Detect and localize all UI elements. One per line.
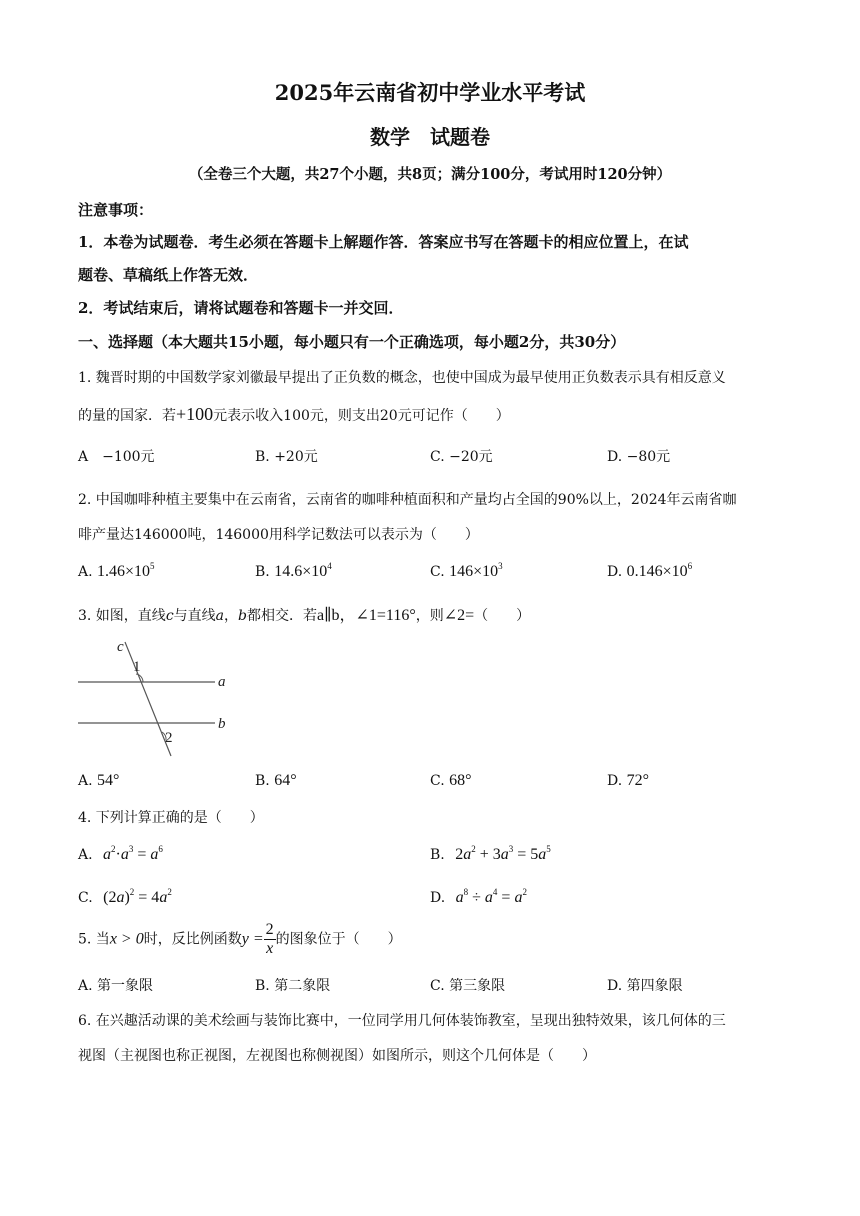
q2-a-base: 1.46×10 [97,563,151,580]
q2-b-label: B. [255,564,270,580]
q4-option-d[interactable] [430,889,527,907]
q2-option-d[interactable] [607,563,692,581]
q1-stem-line-2 [78,404,510,425]
exam-title: 2025年云南省初中学业水平考试 [274,80,586,105]
q3-text-comma: ， [224,608,239,624]
label-2: 2 [165,730,173,746]
q4-option-b[interactable] [430,846,551,864]
q3-ask: ∠2= [443,607,475,624]
q4-c-expr: $(2a)^2 = 4a^2$ [103,887,172,906]
q5-fraction [264,921,276,958]
q2-c-label: C. [430,564,445,580]
q2-c-base: 146×10 [449,563,499,580]
exam-subtitle: 数学 试题卷 [370,125,490,149]
q3-b-label: B. [255,773,270,789]
q4-option-c[interactable] [78,889,172,907]
notes-item-1-line-1: 1．本卷为试题卷．考生必须在答题卡上解题作答．答案应书写在答题卡的相应位置上，在试 [78,233,689,251]
q5-option-b[interactable]: B. 第二象限 [255,978,331,994]
q2-a-label: A. [78,564,93,580]
q3-text-b: 与直线 [173,608,216,624]
q3-var-a: a [215,608,225,624]
label-1: 1 [133,659,141,675]
q3-condition: a∥b，∠1=116° [316,607,416,624]
q5-numerator: 2 [265,921,274,938]
q3-a-value: 54° [97,772,120,789]
q1-option-d[interactable]: D. −80元 [607,449,671,465]
q3-text-e: （ ） [474,608,531,624]
q3-var-b: b [238,608,247,624]
q4-a-label: A. [78,847,93,863]
q2-option-b[interactable] [255,563,332,581]
q2-d-base: 0.146×10 [626,563,688,580]
q4-d-label: D. [430,890,446,906]
q1-option-a[interactable]: A −100元 [78,449,155,465]
q5-option-d[interactable]: D. 第四象限 [607,978,683,994]
q2-d-exp: 6 [687,561,693,571]
q4-a-expr: $a^2\cdot a^3 = a^6$ [103,844,163,863]
exam-info: （全卷三个大题，共27个小题，共8页；满分100分，考试用时120分钟） [188,166,672,183]
q3-option-a[interactable] [78,772,119,790]
label-b: b [218,716,226,732]
q4-d-expr: $a^8 \div a^4 = a^2$ [455,887,527,906]
q2-b-base: 14.6×10 [274,563,328,580]
q2-a-value [97,563,155,580]
q5-function: y = [241,930,264,948]
label-a: a [218,674,226,690]
q3-option-c[interactable] [430,772,472,790]
q3-a-label: A. [78,773,93,789]
label-c: c [117,639,124,655]
q2-option-c[interactable] [430,563,503,581]
q3-stem [78,602,530,625]
q3-var-c: c [165,608,174,624]
q3-option-d[interactable] [607,772,649,790]
q3-option-b[interactable] [255,772,297,790]
q4-b-label: B. [430,847,445,863]
q5-denominator: x [266,940,274,957]
q1-option-b[interactable]: B. +20元 [255,449,318,465]
q1-math: +100 [176,404,214,424]
q2-d-label: D. [607,564,623,580]
q2-c-exp: 3 [498,561,503,571]
q3-text-a: 3. 如图，直线 [78,608,166,624]
notes-item-2: 2．考试结束后，请将试题卷和答题卡一并交回． [78,299,404,317]
q3-figure [75,636,245,761]
q3-text-c: 都相交．若 [246,608,317,624]
q5-text-a: 5. 当 [78,931,110,948]
q2-c-value [449,563,503,580]
q3-d-label: D. [607,773,623,789]
q5-condition: x > 0 [109,930,144,948]
q1-text-b: 元表示收入100元，则支出20元可记作（ ） [213,408,510,424]
q1-stem-line-1: 1. 魏晋时期的中国数学家刘徽最早提出了正负数的概念，也使中国成为最早使用正负数表示具有相反意义 [78,370,726,386]
q5-option-a[interactable]: A. 第一象限 [78,978,154,994]
q4-option-a[interactable] [78,846,163,864]
q2-stem-line-1: 2. 中国咖啡种植主要集中在云南省，云南省的咖啡种植面积和产量均占全国的90%以上，2024年云南省咖 [78,492,737,508]
q5-text-c: 的图象位于（ ） [275,931,402,948]
q2-stem-line-2: 啡产量达146000吨，146000用科学记数法可以表示为（ ） [78,527,479,543]
notes-item-1-line-2: 题卷、草稿纸上作答无效． [78,266,259,284]
q3-text-d: ，则 [415,608,444,624]
q3-c-value: 68° [449,772,472,789]
q6-stem-line-2: 视图（主视图也称正视图，左视图也称侧视图）如图所示，则这个几何体是（ ） [78,1048,596,1064]
q1-option-c[interactable]: C. −20元 [430,449,493,465]
q4-c-label: C. [78,890,93,906]
q3-c-label: C. [430,773,445,789]
q6-stem-line-1: 6. 在兴趣活动课的美术绘画与装饰比赛中，一位同学用几何体装饰教室，呈现出独特效果，该几何体的三 [78,1013,726,1029]
q4-b-expr: $2a^2 + 3a^3 = 5a^5$ [455,844,551,863]
q5-option-c[interactable]: C. 第三象限 [430,978,506,994]
q2-b-value [274,563,332,580]
section-heading: 一、选择题（本大题共15小题，每小题只有一个正确选项，每小题2分，共30分） [78,333,626,351]
q2-b-exp: 4 [327,561,332,571]
q5-text-b: 时，反比例函数 [143,931,242,948]
q2-option-a[interactable] [78,563,155,581]
q1-text-a: 的量的国家．若 [78,408,176,424]
q2-d-value [627,563,693,580]
q2-a-exp: 5 [150,561,155,571]
q3-d-value: 72° [626,772,650,789]
q4-stem: 4. 下列计算正确的是（ ） [78,810,264,826]
q3-b-value: 64° [274,772,297,789]
notes-heading: 注意事项： [78,201,154,219]
q5-stem [78,921,402,958]
